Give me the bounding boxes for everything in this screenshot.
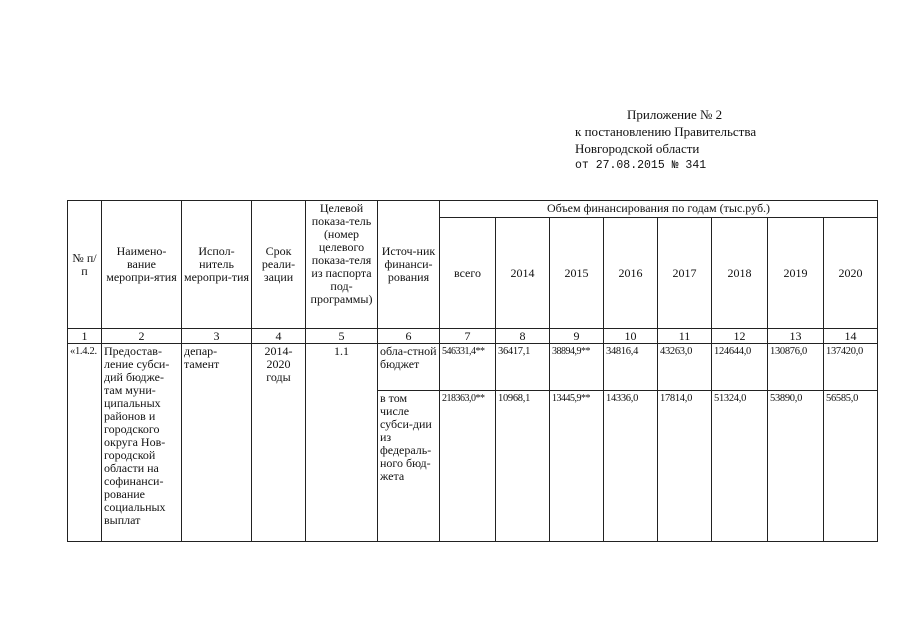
header-num: № п/п [68,201,102,329]
funding-source: обла-стной бюджет [378,344,440,391]
column-number: 12 [712,329,768,344]
funding-total: 218363,0** [440,391,496,542]
header-year-2014: 2014 [496,218,550,329]
document-header [575,106,855,174]
funding-2020: 137420,0 [824,344,878,391]
column-number: 4 [252,329,306,344]
header-year-2015: 2015 [550,218,604,329]
column-number: 5 [306,329,378,344]
column-number: 10 [604,329,658,344]
table-row [68,344,878,391]
funding-total: 546331,4** [440,344,496,391]
column-number: 13 [768,329,824,344]
column-number: 3 [182,329,252,344]
funding-2016: 34816,4 [604,344,658,391]
measure-executor: депар-тамент [182,344,252,542]
header-year-2020: 2020 [824,218,878,329]
resolution-date: от 27.08.2015 № 341 [575,159,707,172]
funding-2014: 10968,1 [496,391,550,542]
measure-name: Предостав-ление субси-дий бюдже-там муни-ципальных районов и городского округа Нов-городской области на софинанси-рование социальных выплат [102,344,182,542]
funding-2015: 38894,9** [550,344,604,391]
resolution-reference: к постановлению Правительства [575,124,757,139]
funding-2017: 43263,0 [658,344,712,391]
column-number: 11 [658,329,712,344]
funding-2019: 53890,0 [768,391,824,542]
column-number: 14 [824,329,878,344]
row-number: «1.4.2. [68,344,102,542]
column-number: 2 [102,329,182,344]
funding-2017: 17814,0 [658,391,712,542]
funding-2014: 36417,1 [496,344,550,391]
funding-2018: 51324,0 [712,391,768,542]
funding-2015: 13445,9** [550,391,604,542]
measure-target: 1.1 [306,344,378,542]
header-executor: Испол-нитель меропри-тия [182,201,252,329]
funding-source: в том числе субси-дии из федераль-ного бюд-жета [378,391,440,542]
header-source: Источ-ник финанси-рования [378,201,440,329]
header-year-2016: 2016 [604,218,658,329]
column-number: 6 [378,329,440,344]
funding-2016: 14336,0 [604,391,658,542]
column-number: 7 [440,329,496,344]
column-number: 8 [496,329,550,344]
funding-2018: 124644,0 [712,344,768,391]
header-total: всего [440,218,496,329]
column-number: 9 [550,329,604,344]
header-name: Наимено-вание меропри-ятия [102,201,182,329]
header-period: Срок реали-зации [252,201,306,329]
header-year-2017: 2017 [658,218,712,329]
column-number: 1 [68,329,102,344]
header-year-2019: 2019 [768,218,824,329]
header-year-2018: 2018 [712,218,768,329]
appendix-title: Приложение № 2 [627,107,723,122]
funding-2019: 130876,0 [768,344,824,391]
header-funding-group: Объем финансирования по годам (тыс.руб.) [440,201,878,218]
header-target: Целевой показа-тель (номер целевого показа-теля из паспорта под-программы) [306,201,378,329]
region-name: Новгородской области [575,141,700,156]
funding-2020: 56585,0 [824,391,878,542]
funding-table [67,200,878,542]
column-number-row [68,329,878,344]
measure-period: 2014-2020 годы [252,344,306,542]
